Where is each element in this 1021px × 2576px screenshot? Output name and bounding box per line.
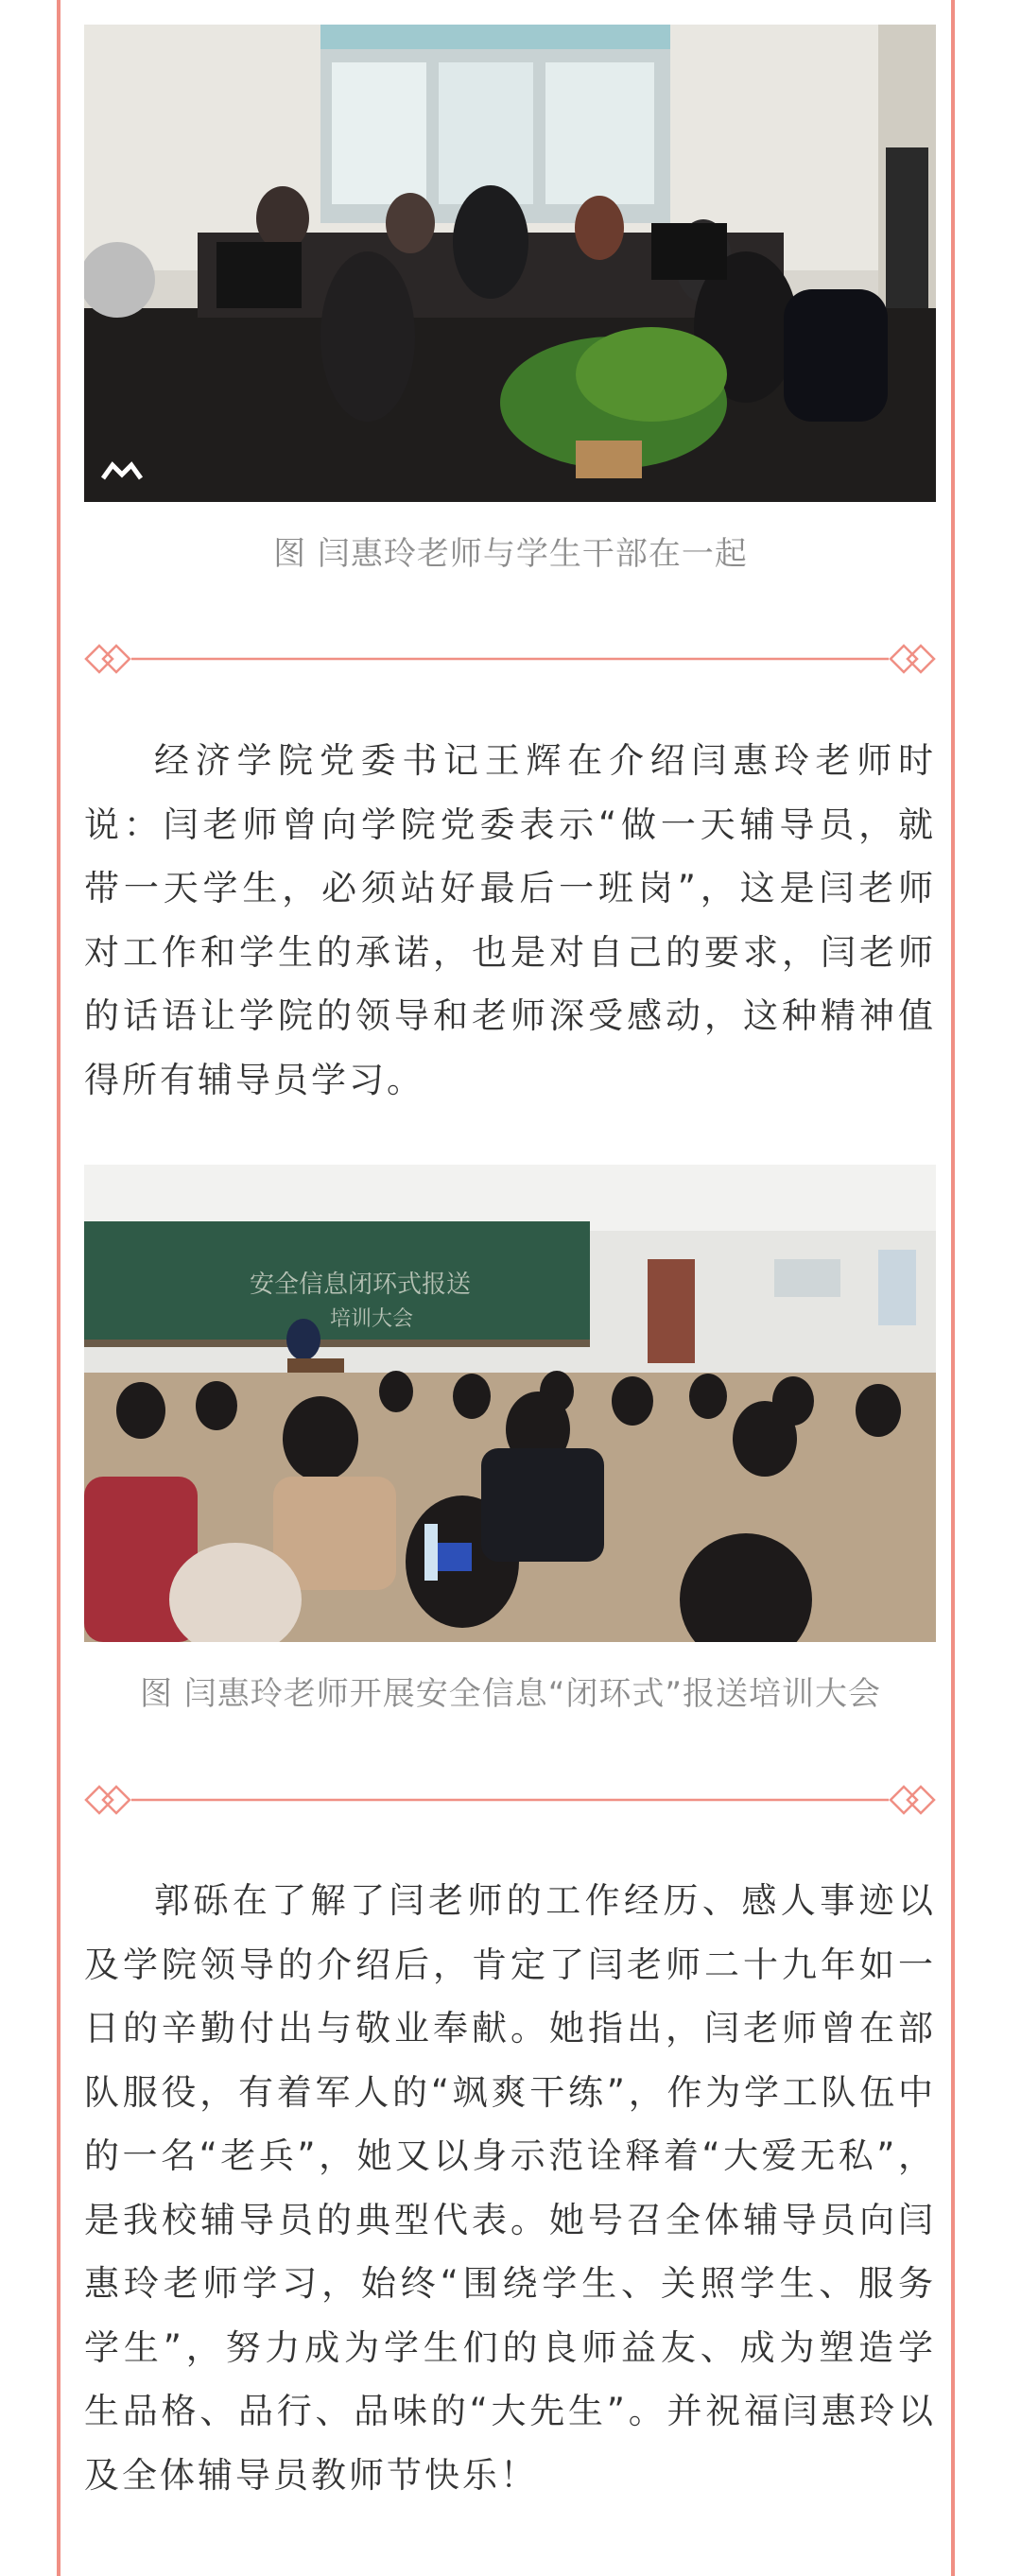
photo1-caption: 图 闫惠玲老师与学生干部在一起 <box>273 535 748 573</box>
photo-office-meeting <box>84 25 936 502</box>
section-divider <box>84 638 936 680</box>
photo2-caption: 图 闫惠玲老师开展安全信息“闭环式”报送培训大会 <box>139 1675 882 1713</box>
paragraph-guo-li-remarks: 郭砾在了解了闫老师的工作经历、感人事迹以及学院领导的介绍后，肯定了闫老师二十九年如一日的辛勤付出与敬业奉献。她指出，闫老师曾在部队服役，有着军人的“飒爽干练”，作为学工队伍中的一名“老兵”，她又以身示范诠释着“大爱无私”，是我校辅导员的典型代表。她号召全体辅导员向闫惠玲老师学习，始终“围绕学生、关照学生、服务学生”，努力成为学生们的良师益友、成为塑造学生品格、品行、品味的“大先生”。并祝福闫惠玲以及全体辅导员教师节快乐！ <box>84 1880 936 2496</box>
section-divider <box>84 1779 936 1821</box>
photo-training-meeting <box>84 1165 936 1642</box>
svg-text:培训大会: 培训大会 <box>330 1307 414 1331</box>
svg-text:安全信息闭环式报送: 安全信息闭环式报送 <box>250 1271 472 1299</box>
paragraph-party-secretary: 经济学院党委书记王辉在介绍闫惠玲老师时说：闫老师曾向学院党委表示“做一天辅导员，就带一天学生，必须站好最后一班岗”，这是闫老师对工作和学生的承诺，也是对自己的要求，闫老师的话语让学院的领导和老师深受感动，这种精神值得所有辅导员学习。 <box>84 740 936 1100</box>
